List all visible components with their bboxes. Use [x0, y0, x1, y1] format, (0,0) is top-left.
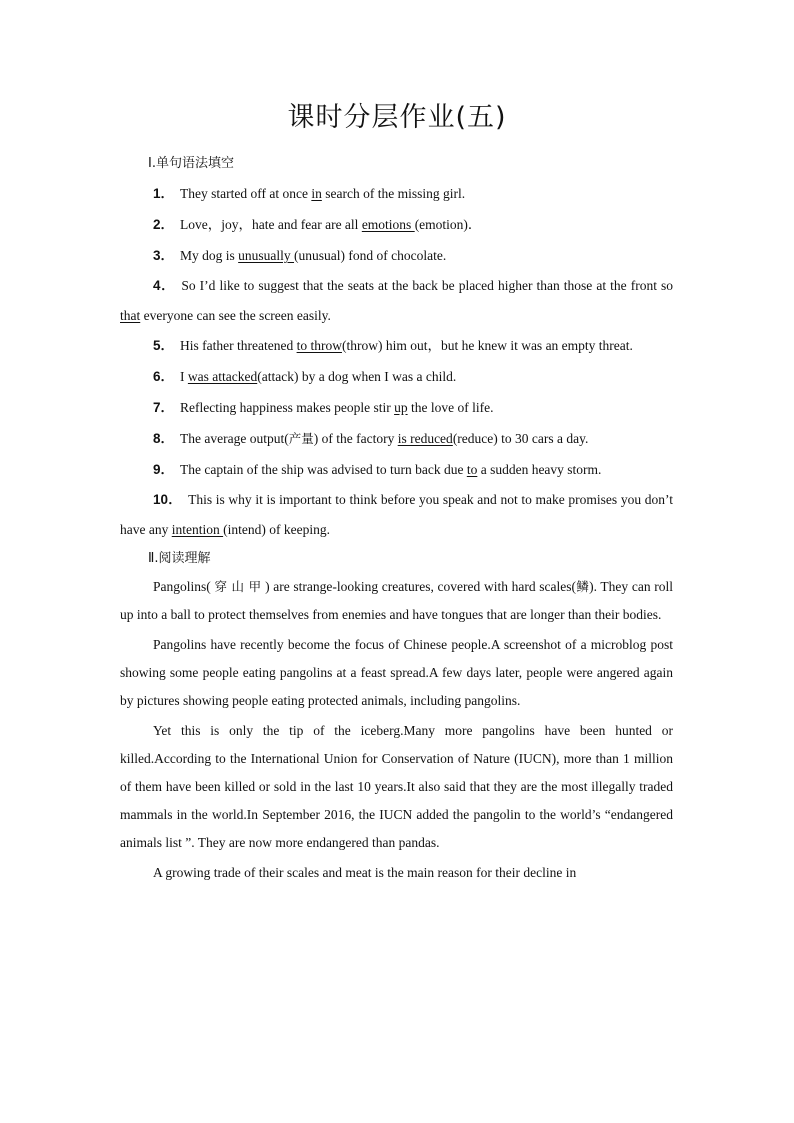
question-3 [120, 240, 673, 271]
question-number: 7． [153, 400, 175, 415]
question-text: The average output( [180, 431, 289, 446]
reading-paragraph-1 [120, 573, 673, 629]
question-number: 8． [153, 431, 175, 446]
question-number: 9． [153, 462, 175, 477]
answer: to [466, 462, 478, 477]
question-text: (intend) of keeping. [223, 522, 330, 537]
reading-paragraph-4: A growing trade of their scales and meat is the main reason for their decline in [153, 865, 577, 880]
chinese-gloss: 产量 [288, 431, 314, 446]
answer: emotions [361, 217, 415, 232]
answer: in [311, 186, 322, 201]
question-text: search of the missing girl. [321, 186, 466, 201]
question-number: 10． [153, 492, 183, 507]
chinese-gloss: 鳞 [576, 579, 590, 594]
question-text: (reduce) to 30 cars a day. [452, 431, 589, 446]
question-text: (attack) by a dog when I was a child. [257, 369, 457, 384]
reading-paragraph-3: Yet this is only the tip of the iceberg.Many more pangolins have been hunted or killed.According to the International Union for Conservation of Nature (IUCN), more than 1 million of them have been killed or sold in the last 10 years.It also said that they are the most illegally traded mammals in the world.In September 2016, the IUCN added the pangolin to the world’s “endangered animals list ”. They are now more endangered than pandas. [120, 723, 673, 850]
question-number: 1． [153, 186, 175, 201]
question-number: 6． [153, 369, 175, 384]
question-text: So I’d like to suggest that the seats at the back be placed higher than those at the front so [181, 278, 673, 293]
question-5 [120, 331, 673, 361]
paragraph-text: ). They can roll up into a ball to protect themselves from enemies and have tongues that are longer than their bodies. [120, 579, 673, 622]
question-text: This is why it is important to think before you speak and not to make promises you don’t have any [120, 492, 673, 537]
question-7 [120, 392, 673, 423]
question-8 [120, 423, 673, 454]
question-text: I [180, 369, 188, 384]
question-text: My dog is [180, 248, 239, 263]
question-text: everyone can see the screen easily. [140, 308, 331, 323]
question-number: 3． [153, 248, 175, 263]
question-6 [120, 361, 673, 392]
section-heading-reading: Ⅱ.阅读理解 [148, 551, 211, 566]
question-text: The captain of the ship was advised to turn back due [180, 462, 467, 477]
answer: is reduced [397, 431, 453, 446]
question-text: They started off at once [180, 186, 312, 201]
question-2 [120, 209, 673, 240]
question-number: 5． [153, 338, 175, 353]
question-number: 2． [153, 217, 175, 232]
question-4 [120, 271, 673, 331]
question-text: Reflecting happiness makes people stir [180, 400, 395, 415]
answer: up [394, 400, 408, 415]
answer: that [120, 308, 141, 323]
question-text: ) of the factory [313, 431, 398, 446]
paragraph-text: Pangolins( [153, 579, 215, 594]
chinese-gloss: 穿 山 甲 [214, 579, 262, 594]
page-title: 课时分层作业(五) [287, 102, 507, 133]
reading-paragraph-2: Pangolins have recently become the focus of Chinese people.A screenshot of a microblog post showing some people eating pangolins at a feast spread.A few days later, people were angered again by pictures showing people eating protected animals, including pangolins. [120, 637, 673, 708]
question-text: the love of life. [407, 400, 494, 415]
question-text: Love，joy，hate and fear are all [180, 217, 362, 232]
answer: was attacked [187, 369, 258, 384]
question-text: (emotion)． [414, 217, 482, 232]
answer: to throw [296, 338, 342, 353]
question-1 [120, 178, 673, 209]
document-content [120, 150, 673, 889]
question-10 [120, 485, 673, 545]
section-heading-grammar: Ⅰ.单句语法填空 [148, 156, 234, 171]
question-text: His father threatened [180, 338, 297, 353]
question-text: a sudden heavy storm. [477, 462, 602, 477]
paragraph-text: ) are strange-looking creatures, covered with hard scales( [261, 579, 577, 594]
answer: unusually [238, 248, 295, 263]
answer: intention [171, 522, 224, 537]
question-text: (throw) him out，but he knew it was an empty threat. [341, 338, 633, 353]
question-9 [120, 454, 673, 485]
question-text: (unusual) fond of chocolate. [294, 248, 447, 263]
question-number: 4． [153, 278, 176, 293]
